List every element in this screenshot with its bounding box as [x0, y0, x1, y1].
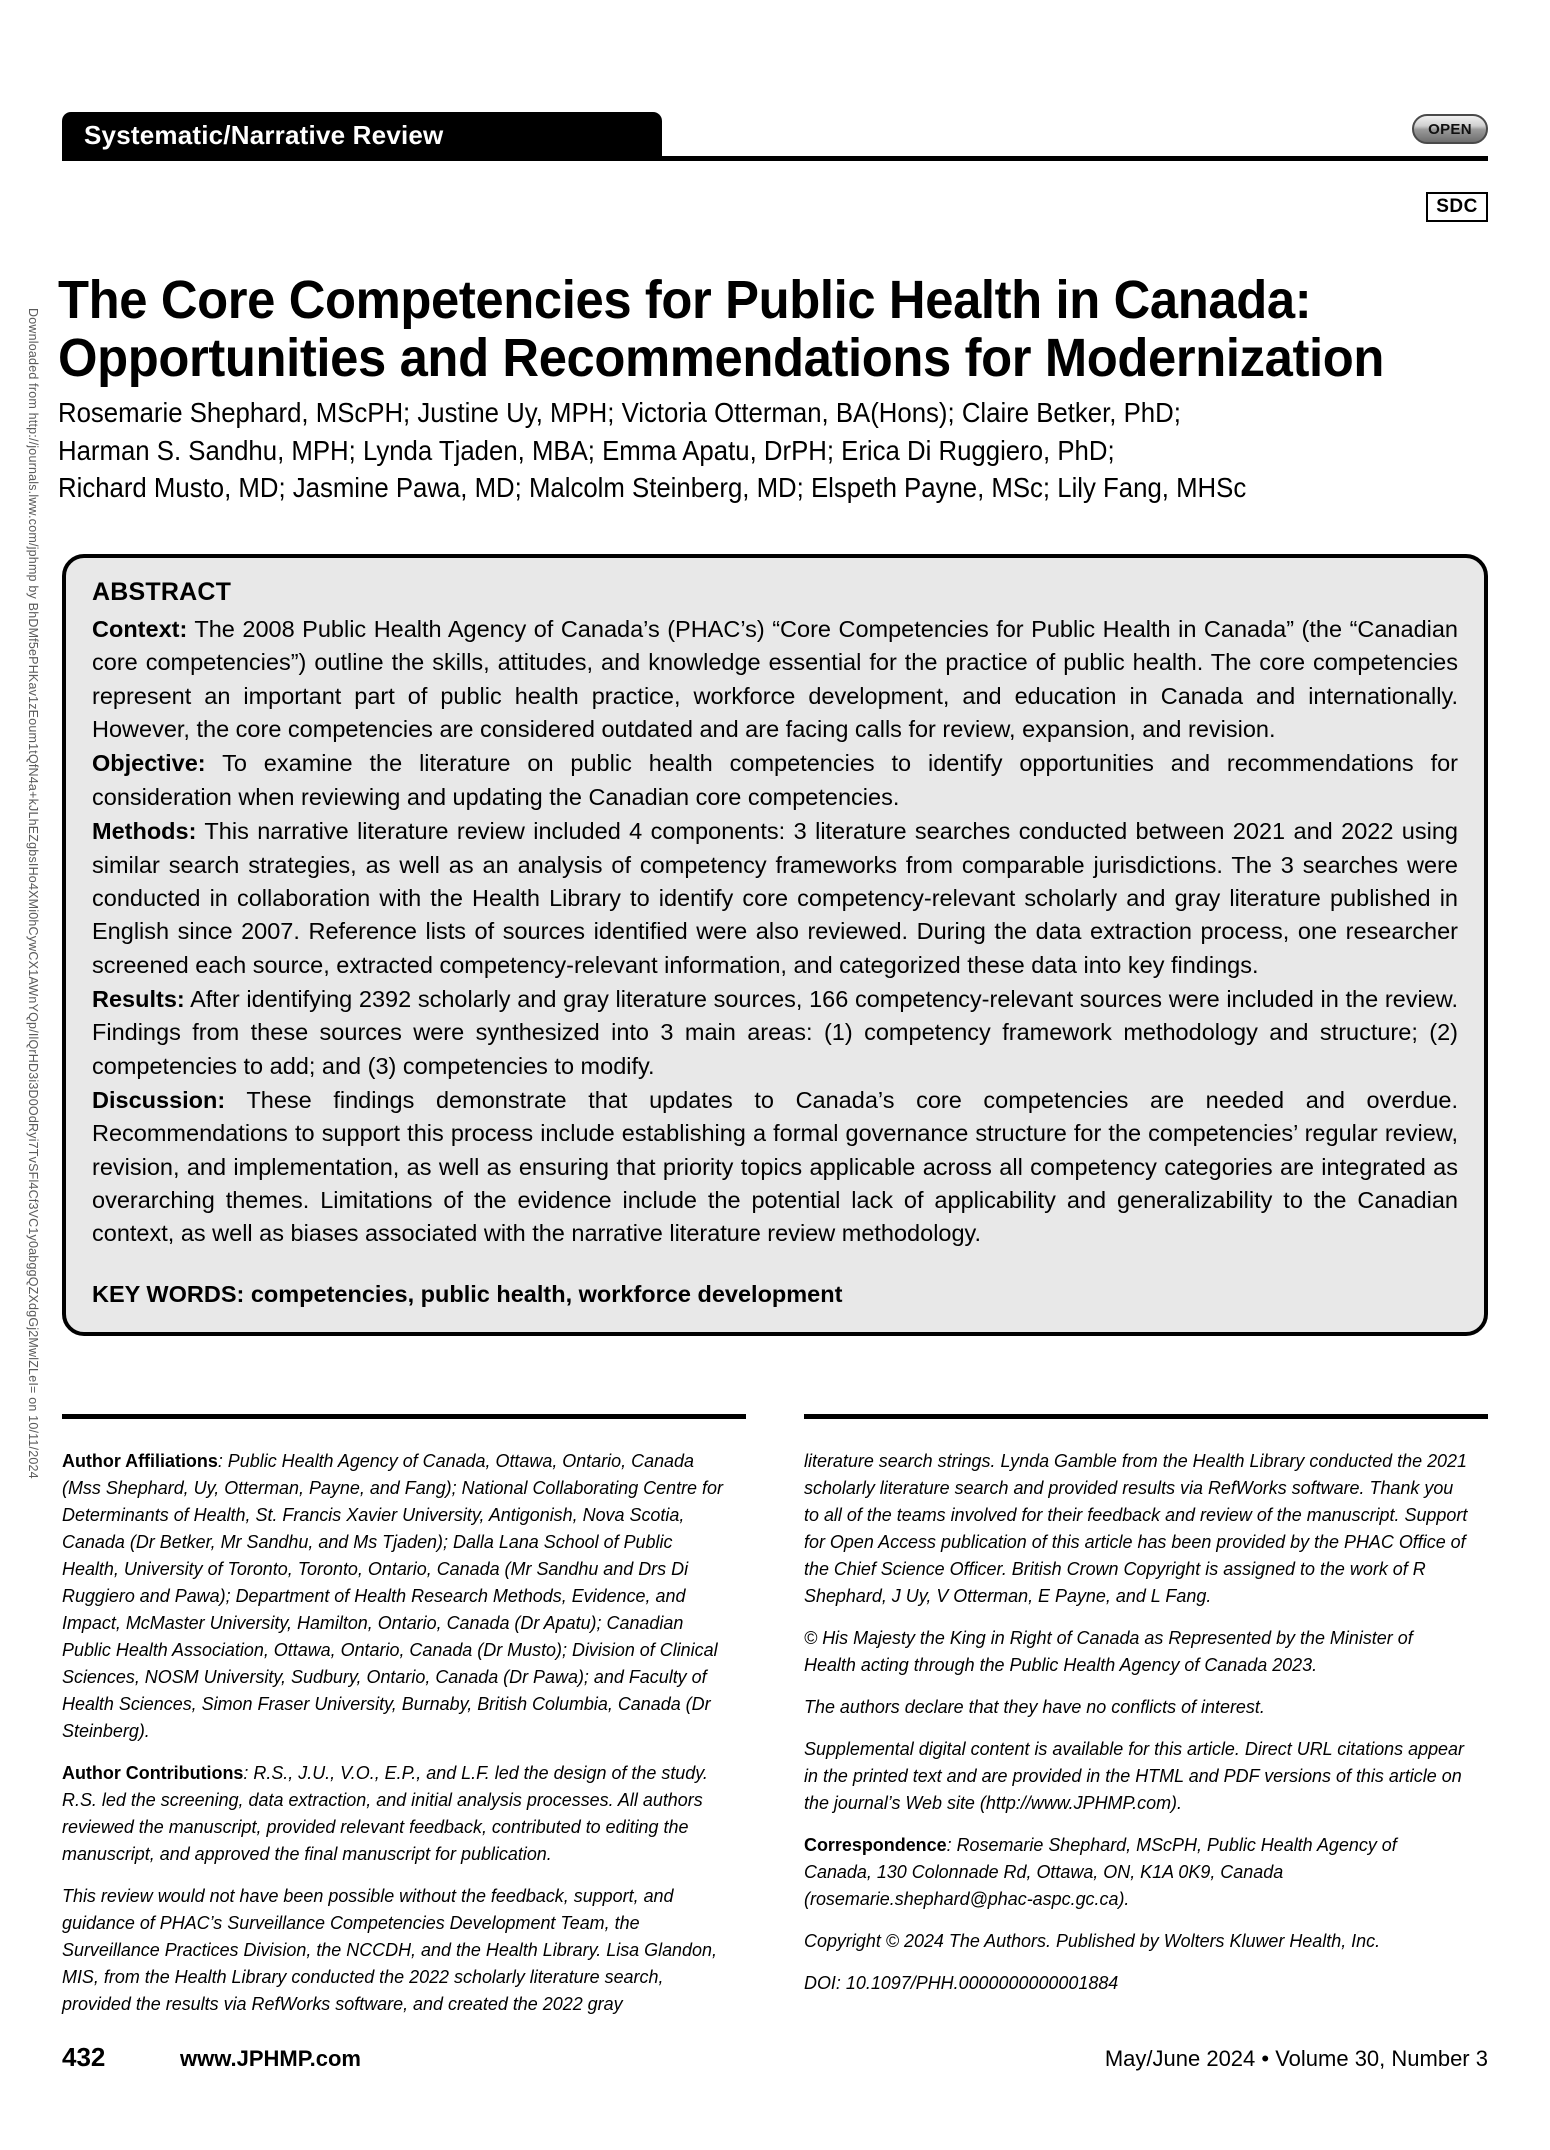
download-watermark: Downloaded from http://journals.lww.com/jphmp by BhDMf5ePHKav1zEoum1tQfN4a+kJLhEZgbsIHo4XMi0hCywCX1AWnYQp/IlQrHD3i3D0OdRyi7TvSFl4Cf3VC1y0abggQZXdgGj2MwlZLeI= on 10/11/2024 — [26, 308, 40, 1479]
correspondence-label: Correspondence — [804, 1834, 947, 1855]
author-line-3: Richard Musto, MD; Jasmine Pawa, MD; Malcolm Steinberg, MD; Elspeth Payne, MSc; Lily Fang, MHSc — [58, 472, 1247, 504]
conflicts-of-interest: The authors declare that they have no conflicts of interest. — [804, 1696, 1265, 1717]
open-access-badge-label: OPEN — [1428, 120, 1472, 138]
article-header — [0, 112, 1550, 158]
author-line-2: Harman S. Sandhu, MPH; Lynda Tjaden, MBA; Emma Apatu, DrPH; Erica Di Ruggiero, PhD; — [58, 434, 1115, 466]
publisher-copyright: Copyright © 2024 The Authors. Published by Wolters Kluwer Health, Inc. — [804, 1930, 1381, 1951]
abstract-objective-label: Objective: — [92, 750, 206, 777]
abstract-results-label: Results: — [92, 985, 185, 1012]
article-title-line-1: The Core Competencies for Public Health in Canada: — [58, 270, 1312, 331]
footnote-rule-left — [62, 1414, 746, 1419]
article-title — [58, 271, 1406, 388]
abstract-objective — [92, 747, 1458, 814]
article-category-label: Systematic/Narrative Review — [84, 119, 444, 150]
author-contributions-label: Author Contributions — [62, 1762, 244, 1783]
footnotes-left-column — [62, 1414, 746, 2032]
abstract-discussion — [92, 1084, 1458, 1251]
abstract-methods-text: This narrative literature review included 4 components: 3 literature searches conducted between 2021 and 2022 using similar search strategies, as well as an analysis of competency frameworks from comparable jurisdictions. The 3 searches were conducted in collaboration with the Health Library to identify core competency-relevant scholarly and gray literature published in English since 2007. Reference lists of sources identified were also reviewed. During the data extraction process, one researcher screened each source, extracted competency-relevant information, and categorized these data into key findings. — [92, 818, 1458, 978]
abstract-discussion-label: Discussion: — [92, 1087, 226, 1114]
abstract-context — [92, 613, 1458, 746]
abstract-results-text: After identifying 2392 scholarly and gray literature sources, 166 competency-relevant sources were included in the review. Findings from these sources were synthesized into 3 main areas: (1) competency framework methodology and structure; (2) competencies to add; and (3) competencies to modify. — [92, 985, 1458, 1079]
doi: DOI: 10.1097/PHH.0000000000001884 — [804, 1972, 1119, 1993]
sdc-badge-label: SDC — [1436, 196, 1478, 217]
author-affiliations — [62, 1447, 725, 1744]
abstract-box — [62, 554, 1488, 1336]
abstract-discussion-text: These findings demonstrate that updates to Canada’s core competencies are needed and overdue. Recommendations to support this process include establishing a formal governance structure for the competencies’ regular review, revision, and implementation, as well as ensuring that priority topics applicable across all competency categories are integrated as overarching themes. Limitations of the evidence include the potential lack of applicability and generalizability to the Canadian context, as well as biases associated with the narrative literature review methodology. — [92, 1087, 1458, 1247]
author-list — [58, 394, 1377, 507]
journal-url[interactable]: www.JPHMP.com — [180, 2046, 361, 2071]
acknowledgment-part-1: This review would not have been possible without the feedback, support, and guidance of PHAC’s Surveillance Competencies Development Team, the Surveillance Practices Division, the NCCDH, and the Health Library. Lisa Glandon, MIS, from the Health Library conducted the 2022 scholarly literature search, provided the results via RefWorks software, and created the 2022 gray — [62, 1885, 717, 2014]
abstract-objective-text: To examine the literature on public health competencies to identify opportunities and recommendations for consideration when reviewing and updating the Canadian core competencies. — [92, 750, 1458, 810]
sdc-badge[interactable] — [1426, 192, 1488, 222]
article-title-line-2: Opportunities and Recommendations for Modernization — [58, 328, 1385, 389]
open-access-badge[interactable] — [1412, 114, 1488, 144]
issue-info: May/June 2024 • Volume 30, Number 3 — [1104, 2046, 1488, 2071]
keywords-text: competencies, public health, workforce development — [244, 1280, 843, 1307]
acknowledgment-part-2: literature search strings. Lynda Gamble from the Health Library conducted the 2021 scholarly literature search and provided results via RefWorks software. Thank you to all of the teams involved for their feedback and review of the manuscript. Support for Open Access publication of this article has been provided by the PHAC Office of the Chief Science Officer. British Crown Copyright is assigned to the work of R Shephard, J Uy, V Otterman, E Payne, and L Fang. — [804, 1450, 1468, 1606]
author-contributions-text: : R.S., J.U., V.O., E.P., and L.F. led the design of the study. R.S. led the screening, data extraction, and initial analysis processes. All authors reviewed the manuscript, provided relevant feedback, contributed to editing the manuscript, and approved the final manuscript for publication. — [62, 1762, 708, 1864]
crown-copyright-notice: © His Majesty the King in Right of Canada as Represented by the Minister of Health acting through the Public Health Agency of Canada 2023. — [804, 1627, 1413, 1675]
footnotes-right-column — [804, 1414, 1488, 2032]
page-footer — [62, 2042, 1488, 2073]
keywords-line — [92, 1281, 1458, 1308]
article-category-band — [62, 112, 662, 158]
footnotes-area — [62, 1414, 1488, 2032]
supplemental-digital-content-note: Supplemental digital content is available for this article. Direct URL citations appear in the printed text and are provided in the HTML and PDF versions of this article on the journal’s Web site (http://www.JPHMP.com). — [804, 1738, 1464, 1813]
abstract-context-label: Context: — [92, 616, 188, 642]
abstract-heading: ABSTRACT — [92, 578, 232, 606]
footnote-rule-right — [804, 1414, 1488, 1419]
abstract-methods — [92, 815, 1458, 982]
correspondence-text: : Rosemarie Shephard, MScPH, Public Health Agency of Canada, 130 Colonnade Rd, Ottawa, ON, K1A 0K9, Canada (rosemarie.shephard@phac-aspc.gc.ca). — [804, 1834, 1397, 1909]
abstract-methods-label: Methods: — [92, 818, 197, 845]
author-affiliations-label: Author Affiliations — [62, 1450, 218, 1471]
keywords-label: KEY WORDS: — [92, 1280, 245, 1307]
correspondence — [804, 1831, 1467, 1912]
author-contributions — [62, 1759, 725, 1867]
author-affiliations-text: : Public Health Agency of Canada, Ottawa, Ontario, Canada (Mss Shephard, Uy, Otterman, Payne, and Fang); National Collaborating Centre for Determinants of Health, St. Francis Xavier University, Antigonish, Nova Scotia, Canada (Dr Betker, Mr Sandhu, and Ms Tjaden); Dalla Lana School of Public Health, University of Toronto, Toronto, Ontario, Canada (Mr Sandhu and Drs Di Ruggiero and Pawa); Department of Health Research Methods, Evidence, and Impact, McMaster University, Hamilton, Ontario, Canada (Dr Apatu); Canadian Public Health Association, Ottawa, Ontario, Canada (Dr Musto); Division of Clinical Sciences, NOSM University, Sudbury, Ontario, Canada (Dr Pawa); and Faculty of Health Sciences, Simon Fraser University, Burnaby, British Columbia, Canada (Dr Steinberg). — [62, 1450, 723, 1741]
page-number: 432 — [62, 2042, 106, 2072]
abstract-results — [92, 983, 1458, 1083]
abstract-context-text: The 2008 Public Health Agency of Canada’s (PHAC’s) “Core Competencies for Public Health in Canada” (the “Canadian core competencies”) outline the skills, attitudes, and knowledge essential for the practice of public health. The core competencies represent an important part of public health practice, workforce development, and education in Canada and internationally. However, the core competencies are considered outdated and are facing calls for review, expansion, and revision. — [92, 616, 1458, 743]
author-line-1: Rosemarie Shephard, MScPH; Justine Uy, MPH; Victoria Otterman, BA(Hons); Claire Betker, PhD; — [58, 397, 1181, 428]
